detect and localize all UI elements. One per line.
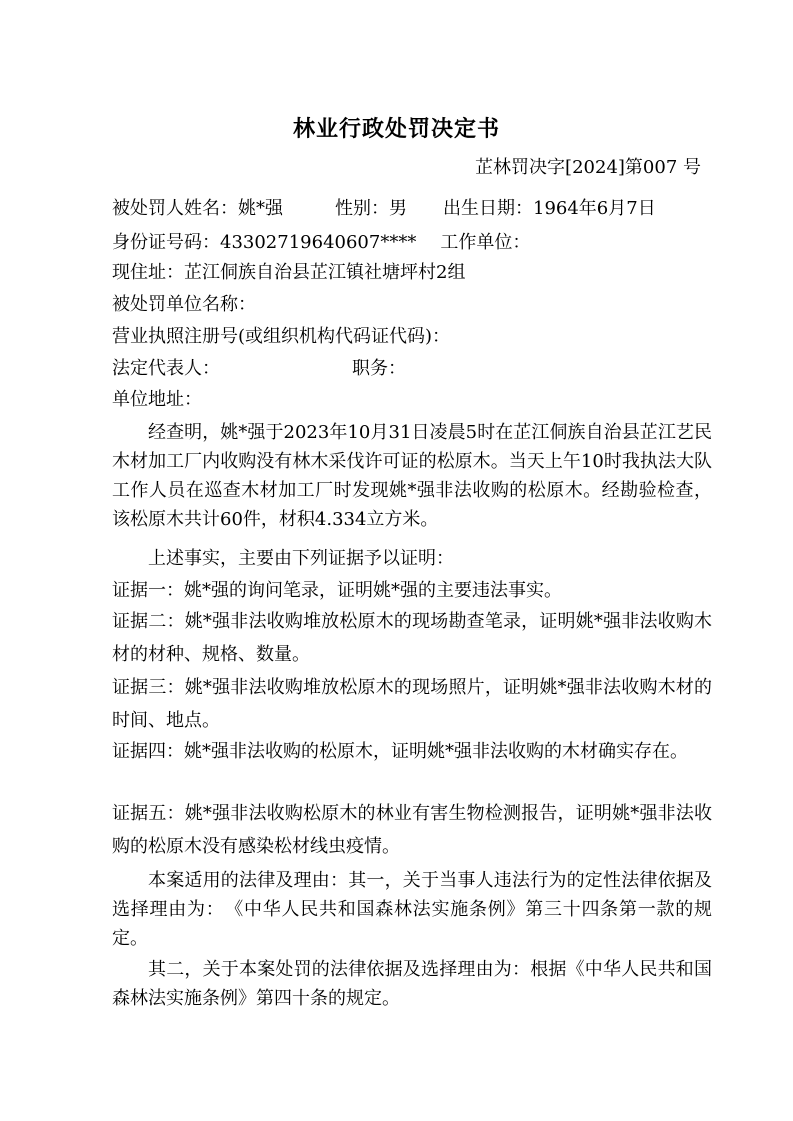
- evidence-item-4: 证据四：姚*强非法收购的松原木，证明姚*强非法收购的木材确实存在。: [112, 741, 688, 762]
- document-title: 林业行政处罚决定书: [292, 117, 500, 142]
- evidence-item-5: 证据五：姚*强非法收购松原木的林业有害生物检测报告，证明姚*强非法收购的松原木没有感染松材线虫疫情。: [112, 803, 712, 857]
- id-label: 身份证号码：: [112, 232, 220, 253]
- name-label: 被处罚人姓名：: [112, 198, 238, 219]
- id-row: [112, 228, 530, 254]
- id-value: 43302719640607****: [220, 232, 417, 253]
- evidence-item-1: 证据一：姚*强的询问笔录，证明姚*强的主要违法事实。: [112, 580, 562, 601]
- duty-label: 职务：: [352, 358, 406, 379]
- work-label: 工作单位：: [440, 232, 531, 253]
- law-paragraph-2: 其二，关于本案处罚的法律依据及选择理由为：根据《中华人民共和国森林法实施条例》第四十条的规定。: [112, 959, 712, 1009]
- license-row: 营业执照注册号(或组织机构代码证代码)：: [112, 326, 451, 347]
- dob-label: 出生日期：: [443, 198, 533, 219]
- address-value: 芷江侗族自治县芷江镇社塘坪村2组: [184, 262, 466, 283]
- unit-name-row: 被处罚单位名称：: [112, 294, 256, 315]
- evidence-intro: 上述事实，主要由下列证据予以证明：: [148, 548, 454, 569]
- facts-paragraph: 经查明，姚*强于2023年10月31日凌晨5时在芷江侗族自治县芷江艺民木材加工厂内收购没有林木采伐许可证的松原木。当天上午10时我执法大队工作人员在巡查木材加工厂时发现姚*强非法收购的松原木。经勘验检查，该松原木共计60件，材积4.334立方米。: [112, 422, 712, 530]
- rep-row: [112, 354, 406, 380]
- name-value: 姚*强: [238, 198, 283, 219]
- law-paragraph-1: 本案适用的法律及理由：其一，关于当事人违法行为的定性法律依据及选择理由为： 《中华人民共和国森林法实施条例》第三十四条第一款的规定。: [112, 870, 712, 949]
- document-number: 芷林罚决字[2024]第007 号: [475, 157, 701, 178]
- address-label: 现住址：: [112, 262, 184, 283]
- address-row: [112, 258, 465, 284]
- gender-value: 男: [389, 198, 407, 219]
- gender-label: 性别：: [335, 198, 389, 219]
- dob-value: 1964年6月7日: [533, 198, 656, 219]
- evidence-item-2: 证据二：姚*强非法收购堆放松原木的现场勘查笔录，证明姚*强非法收购木材的材种、规格、数量。: [112, 611, 712, 665]
- unit-address-row: 单位地址：: [112, 389, 202, 410]
- rep-label: 法定代表人：: [112, 358, 220, 379]
- party-name-row: [112, 194, 656, 220]
- evidence-item-3: 证据三：姚*强非法收购堆放松原木的现场照片，证明姚*强非法收购木材的时间、地点。: [112, 677, 712, 731]
